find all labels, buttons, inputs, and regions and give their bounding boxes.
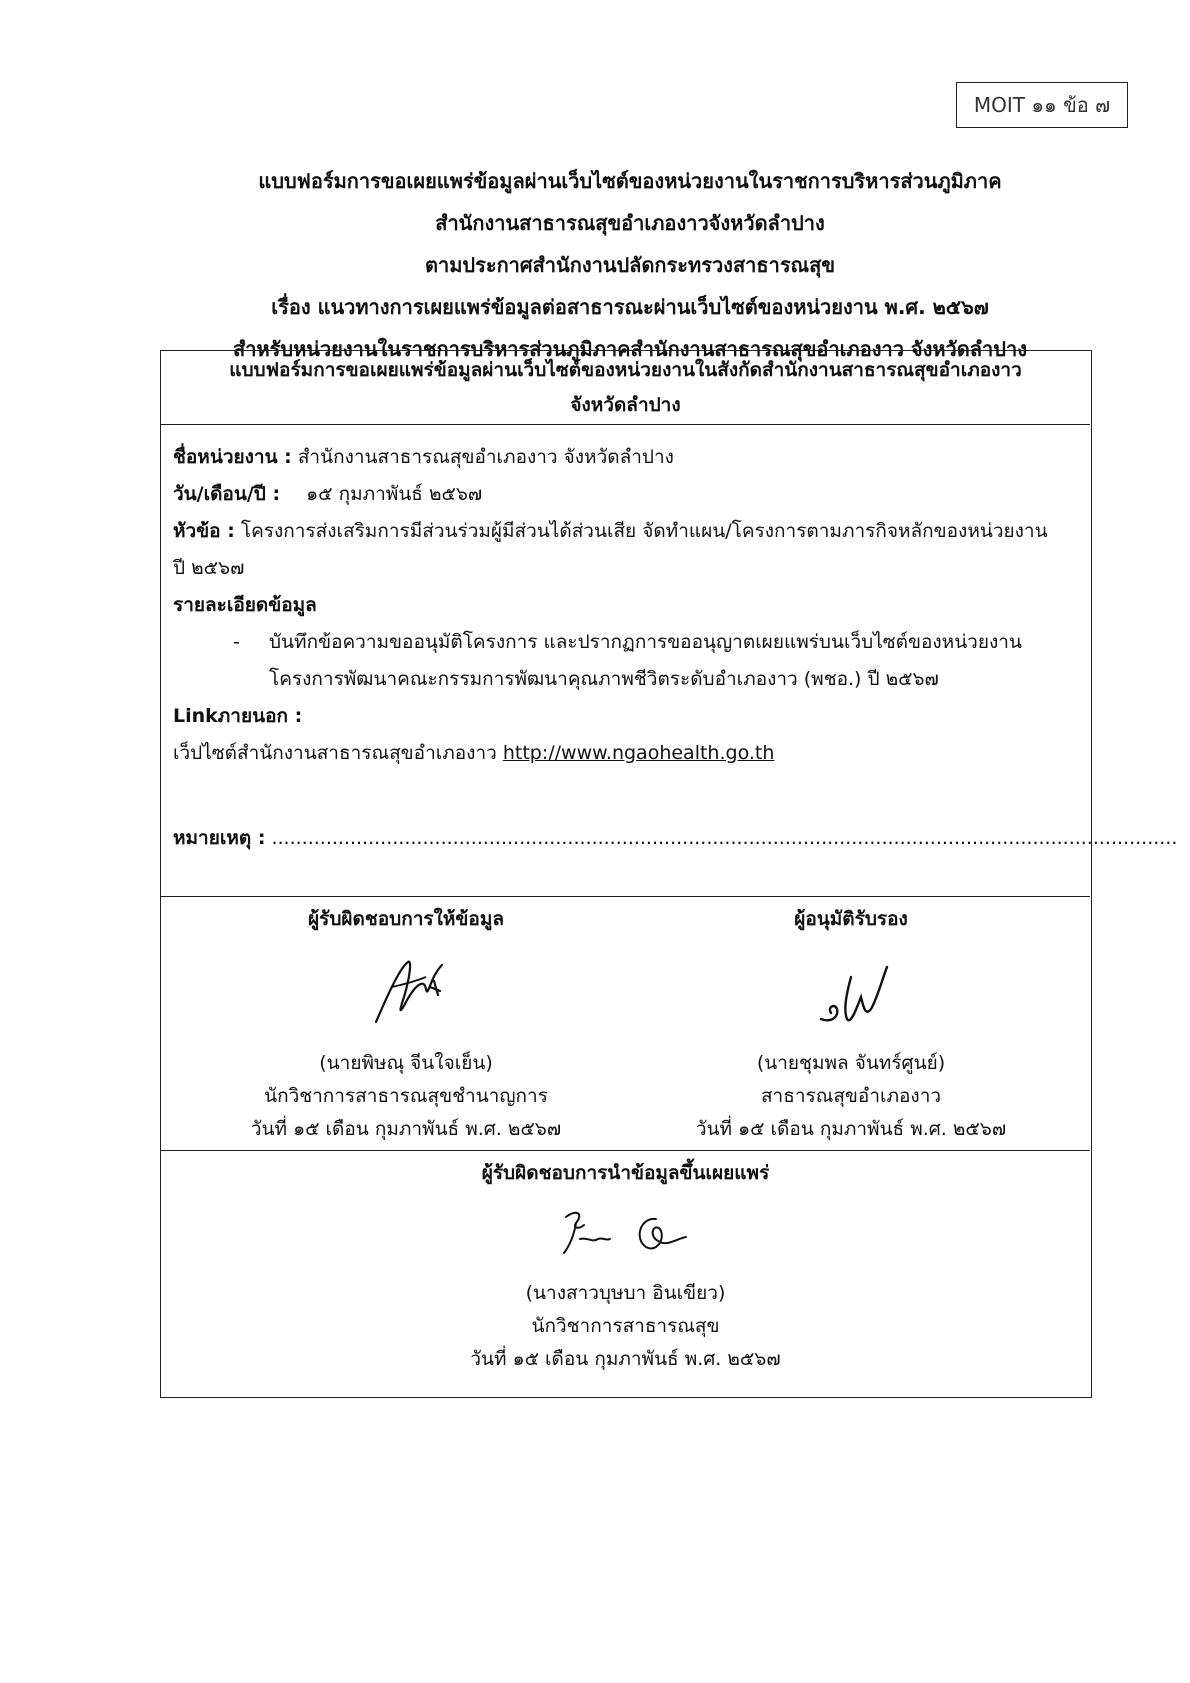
bottom-divider — [161, 1150, 1090, 1151]
date-label: วัน/เดือน/ปี : — [173, 483, 281, 505]
header-line-2: สำนักงานสาธารณสุขอำเภองาวจังหวัดลำปาง — [435, 211, 825, 235]
remark-row — [173, 823, 1177, 853]
left-signer — [196, 901, 616, 1146]
bottom-signer — [161, 1155, 1090, 1376]
form-info — [173, 439, 1083, 772]
details-line-2: โครงการพัฒนาคณะกรรมการพัฒนาคุณภาพชีวิตระดับอำเภองาว (พชอ.) ปี ๒๕๖๗ — [269, 668, 939, 690]
details-item-cont — [173, 661, 1083, 698]
details-line-1: บันทึกข้อความขออนุมัติโครงการ และปรากฏการขออนุญาตเผยแพร่บนเว็บไซต์ของหน่วยงาน — [269, 631, 1022, 653]
remark-dots: ...................................................................................................................................................... — [271, 827, 1178, 849]
agency-label: ชื่อหน่วยงาน : — [173, 446, 292, 468]
date-value: ๑๕ กุมภาพันธ์ ๒๕๖๗ — [306, 483, 483, 505]
right-signer — [641, 901, 1061, 1146]
publication-form — [160, 350, 1178, 1398]
right-signer-name: (นายชุมพล จันทร์ศูนย์) — [756, 1052, 946, 1074]
left-signer-name: (นายพิษณุ จีนใจเย็น) — [319, 1052, 493, 1074]
left-signer-title: ผู้รับผิดชอบการให้ข้อมูล — [308, 908, 504, 930]
bottom-signature-icon — [161, 1191, 1090, 1277]
right-signature-icon — [641, 937, 1061, 1047]
header-line-3: ตามประกาศสำนักงานปลัดกระทรวงสาธารณสุข — [424, 253, 835, 277]
topic-value-line-1: โครงการส่งเสริมการมีส่วนร่วมผู้มีส่วนได้ส่วนเสีย จัดทำแผน/โครงการตามภารกิจหลักของหน่วยงาน — [240, 520, 1048, 542]
details-label: รายละเอียดข้อมูล — [173, 594, 317, 616]
topic-label: หัวข้อ : — [173, 520, 235, 542]
bottom-signer-name: (นางสาวบุษบา อินเขียว) — [525, 1282, 726, 1304]
link-prefix: เว็ปไซต์สำนักงานสาธารณสุขอำเภองาว — [173, 742, 497, 764]
agency-value: สำนักงานสาธารณสุขอำเภองาว จังหวัดลำปาง — [297, 446, 674, 468]
form-title-line-2: จังหวัดลำปาง — [570, 394, 681, 416]
signature-divider — [161, 896, 1090, 897]
bottom-signer-position: นักวิชาการสาธารณสุข — [531, 1315, 720, 1337]
header-line-1: แบบฟอร์มการขอเผยแพร่ข้อมูลผ่านเว็บไซต์ของหน่วยงานในราชการบริหารส่วนภูมิภาค — [258, 169, 1002, 193]
link-row — [173, 735, 1083, 772]
form-title-line-1: แบบฟอร์มการขอเผยแพร่ข้อมูลผ่านเว็บไซต์ของหน่วยงานในสังกัดสำนักงานสาธารณสุขอำเภองาว — [229, 359, 1022, 381]
bottom-signer-title: ผู้รับผิดชอบการนำข้อมูลขึ้นเผยแพร่ — [481, 1162, 770, 1184]
date-row — [173, 476, 1083, 513]
link-label: Linkภายนอก : — [173, 705, 303, 727]
left-signature-icon — [196, 937, 616, 1047]
moit-label-box — [956, 82, 1128, 128]
remark-label: หมายเหตุ : — [173, 827, 266, 849]
document-header — [150, 160, 1110, 370]
header-line-5: สำหรับหน่วยงานในราชการบริหารส่วนภูมิภาคสำนักงานสาธารณสุขอำเภองาว จังหวัดลำปาง — [233, 337, 1027, 361]
header-line-4: เรื่อง แนวทางการเผยแพร่ข้อมูลต่อสาธารณะผ่านเว็บไซต์ของหน่วยงาน พ.ศ. ๒๕๖๗ — [271, 295, 989, 319]
form-title — [161, 351, 1090, 425]
agency-row — [173, 439, 1083, 476]
details-dash: - — [233, 631, 240, 653]
details-item — [173, 624, 1083, 661]
right-signer-date: วันที่ ๑๕ เดือน กุมภาพันธ์ พ.ศ. ๒๕๖๗ — [695, 1118, 1007, 1140]
right-signer-position: สาธารณสุขอำเภองาว — [760, 1085, 942, 1107]
right-signer-title: ผู้อนุมัติรับรอง — [794, 908, 908, 930]
topic-row — [173, 513, 1083, 550]
bottom-signer-date: วันที่ ๑๕ เดือน กุมภาพันธ์ พ.ศ. ๒๕๖๗ — [470, 1348, 781, 1370]
website-link[interactable]: http://www.ngaohealth.go.th — [502, 742, 775, 764]
moit-label: MOIT ๑๑ ข้อ ๗ — [973, 93, 1111, 117]
topic-value-line-2: ปี ๒๕๖๗ — [173, 557, 245, 579]
left-signer-position: นักวิชาการสาธารณสุขชำนาญการ — [264, 1085, 548, 1107]
left-signer-date: วันที่ ๑๕ เดือน กุมภาพันธ์ พ.ศ. ๒๕๖๗ — [250, 1118, 562, 1140]
